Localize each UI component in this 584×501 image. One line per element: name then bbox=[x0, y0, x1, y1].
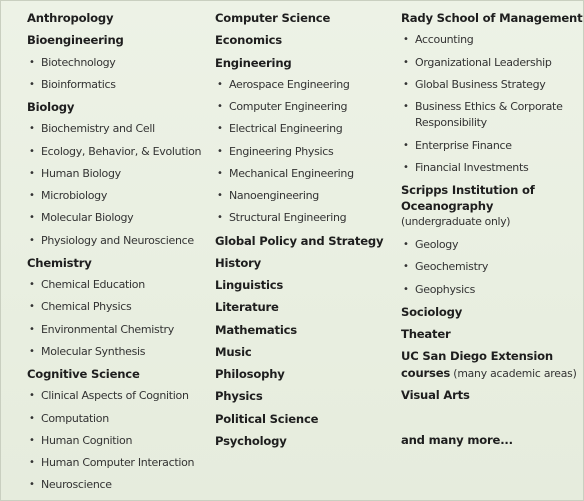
list-item bbox=[27, 145, 201, 159]
list-item bbox=[401, 33, 473, 47]
bullet-icon: • bbox=[403, 34, 409, 45]
heading-theater: Theater bbox=[401, 327, 451, 341]
list-item-continued bbox=[401, 116, 487, 130]
heading-uc-extension: UC San Diego Extension bbox=[401, 349, 553, 363]
bullet-icon: • bbox=[29, 212, 35, 223]
list-item bbox=[27, 345, 145, 359]
bullet-icon: • bbox=[29, 146, 35, 157]
heading-scripps-continued: Oceanography bbox=[401, 199, 494, 213]
extension-courses: courses bbox=[401, 366, 451, 380]
item-label: Human Biology bbox=[41, 167, 121, 180]
item-label: Biochemistry and Cell bbox=[41, 122, 155, 135]
list-item bbox=[401, 283, 475, 297]
heading-anthropology: Anthropology bbox=[27, 11, 114, 25]
list-item bbox=[401, 139, 512, 153]
item-label: Engineering Physics bbox=[229, 145, 334, 158]
list-item bbox=[27, 189, 107, 203]
bullet-icon: • bbox=[403, 57, 409, 68]
item-label: Mechanical Engineering bbox=[229, 167, 354, 180]
heading-political-science: Political Science bbox=[215, 412, 319, 426]
bullet-icon: • bbox=[29, 123, 35, 134]
list-item bbox=[27, 478, 112, 492]
heading-global-policy: Global Policy and Strategy bbox=[215, 234, 384, 248]
bullet-icon: • bbox=[403, 101, 409, 112]
item-label: Accounting bbox=[415, 33, 474, 46]
heading-computer-science: Computer Science bbox=[215, 11, 331, 25]
item-label: Organizational Leadership bbox=[415, 56, 552, 69]
list-item bbox=[27, 323, 174, 337]
list-item bbox=[27, 56, 116, 70]
list-item bbox=[401, 100, 563, 114]
heading-sociology: Sociology bbox=[401, 305, 463, 319]
list-item bbox=[27, 167, 121, 181]
list-item bbox=[401, 161, 528, 175]
heading-bioengineering: Bioengineering bbox=[27, 33, 124, 47]
list-item bbox=[401, 238, 458, 252]
item-label: Aerospace Engineering bbox=[229, 78, 350, 91]
bullet-icon: • bbox=[403, 140, 409, 151]
item-label: Geophysics bbox=[415, 283, 476, 296]
list-item bbox=[401, 260, 488, 274]
list-item bbox=[215, 145, 333, 159]
list-item bbox=[27, 456, 194, 470]
heading-history: History bbox=[215, 256, 261, 270]
list-item bbox=[215, 167, 354, 181]
item-label: Biotechnology bbox=[41, 56, 116, 69]
bullet-icon: • bbox=[29, 79, 35, 90]
bullet-icon: • bbox=[403, 79, 409, 90]
list-item bbox=[215, 78, 350, 92]
heading-scripps: Scripps Institution of bbox=[401, 183, 535, 197]
list-item bbox=[27, 434, 132, 448]
heading-rady-school: Rady School of Management bbox=[401, 11, 583, 25]
item-label: Neuroscience bbox=[41, 478, 112, 491]
bullet-icon: • bbox=[29, 57, 35, 68]
list-item bbox=[27, 300, 131, 314]
heading-biology: Biology bbox=[27, 100, 75, 114]
item-label: Clinical Aspects of Cognition bbox=[41, 389, 189, 402]
list-item bbox=[27, 211, 133, 225]
item-label: Molecular Biology bbox=[41, 211, 134, 224]
item-label: Geochemistry bbox=[415, 260, 489, 273]
bullet-icon: • bbox=[403, 239, 409, 250]
scripps-note: (undergraduate only) bbox=[401, 215, 511, 228]
item-label: Physiology and Neuroscience bbox=[41, 234, 194, 247]
bullet-icon: • bbox=[29, 390, 35, 401]
item-label: Nanoengineering bbox=[229, 189, 319, 202]
bullet-icon: • bbox=[29, 413, 35, 424]
bullet-icon: • bbox=[29, 479, 35, 490]
heading-engineering: Engineering bbox=[215, 56, 292, 70]
item-label: Human Computer Interaction bbox=[41, 456, 195, 469]
bullet-icon: • bbox=[217, 212, 223, 223]
bullet-icon: • bbox=[217, 123, 223, 134]
bullet-icon: • bbox=[29, 346, 35, 357]
bullet-icon: • bbox=[29, 457, 35, 468]
list-item bbox=[401, 56, 552, 70]
bullet-icon: • bbox=[29, 435, 35, 446]
list-item bbox=[215, 100, 347, 114]
item-label: Computation bbox=[41, 412, 109, 425]
list-item bbox=[27, 412, 109, 426]
heading-philosophy: Philosophy bbox=[215, 367, 285, 381]
item-label: Environmental Chemistry bbox=[41, 323, 174, 336]
item-label: Electrical Engineering bbox=[229, 122, 343, 135]
item-label: Bioinformatics bbox=[41, 78, 116, 91]
bullet-icon: • bbox=[217, 101, 223, 112]
bullet-icon: • bbox=[29, 235, 35, 246]
item-label: Structural Engineering bbox=[229, 211, 347, 224]
bullet-icon: • bbox=[29, 279, 35, 290]
bullet-icon: • bbox=[217, 146, 223, 157]
bullet-icon: • bbox=[217, 79, 223, 90]
bullet-icon: • bbox=[403, 261, 409, 272]
item-label: Responsibility bbox=[415, 116, 487, 129]
heading-music: Music bbox=[215, 345, 252, 359]
item-label: Computer Engineering bbox=[229, 100, 348, 113]
bullet-icon: • bbox=[403, 284, 409, 295]
bullet-icon: • bbox=[217, 168, 223, 179]
heading-psychology: Psychology bbox=[215, 434, 287, 448]
heading-chemistry: Chemistry bbox=[27, 256, 92, 270]
item-label: Financial Investments bbox=[415, 161, 529, 174]
bullet-icon: • bbox=[29, 190, 35, 201]
bullet-icon: • bbox=[217, 190, 223, 201]
heading-linguistics: Linguistics bbox=[215, 278, 284, 292]
heading-literature: Literature bbox=[215, 300, 279, 314]
item-label: Enterprise Finance bbox=[415, 139, 512, 152]
bullet-icon: • bbox=[403, 162, 409, 173]
heading-physics: Physics bbox=[215, 389, 263, 403]
list-item bbox=[27, 234, 194, 248]
heading-cognitive-science: Cognitive Science bbox=[27, 367, 140, 381]
item-label: Human Cognition bbox=[41, 434, 133, 447]
item-label: Geology bbox=[415, 238, 459, 251]
heading-visual-arts: Visual Arts bbox=[401, 388, 470, 402]
item-label: Molecular Synthesis bbox=[41, 345, 146, 358]
bullet-icon: • bbox=[29, 168, 35, 179]
item-label: Chemical Education bbox=[41, 278, 145, 291]
heading-uc-extension-continued bbox=[401, 366, 577, 381]
heading-economics: Economics bbox=[215, 33, 283, 47]
list-item bbox=[215, 211, 346, 225]
item-label: Global Business Strategy bbox=[415, 78, 546, 91]
list-item bbox=[401, 78, 546, 92]
heading-mathematics: Mathematics bbox=[215, 323, 298, 337]
item-label: Chemical Physics bbox=[41, 300, 132, 313]
list-item bbox=[27, 389, 189, 403]
extension-note: (many academic areas) bbox=[450, 367, 577, 380]
list-item bbox=[215, 122, 342, 136]
bullet-icon: • bbox=[29, 324, 35, 335]
list-item bbox=[27, 122, 155, 136]
list-item bbox=[215, 189, 319, 203]
and-many-more: and many more... bbox=[401, 433, 513, 447]
item-label: Ecology, Behavior, & Evolution bbox=[41, 145, 202, 158]
list-item bbox=[27, 78, 116, 92]
list-item bbox=[27, 278, 145, 292]
item-label: Business Ethics & Corporate bbox=[415, 100, 563, 113]
item-label: Microbiology bbox=[41, 189, 108, 202]
bullet-icon: • bbox=[29, 301, 35, 312]
